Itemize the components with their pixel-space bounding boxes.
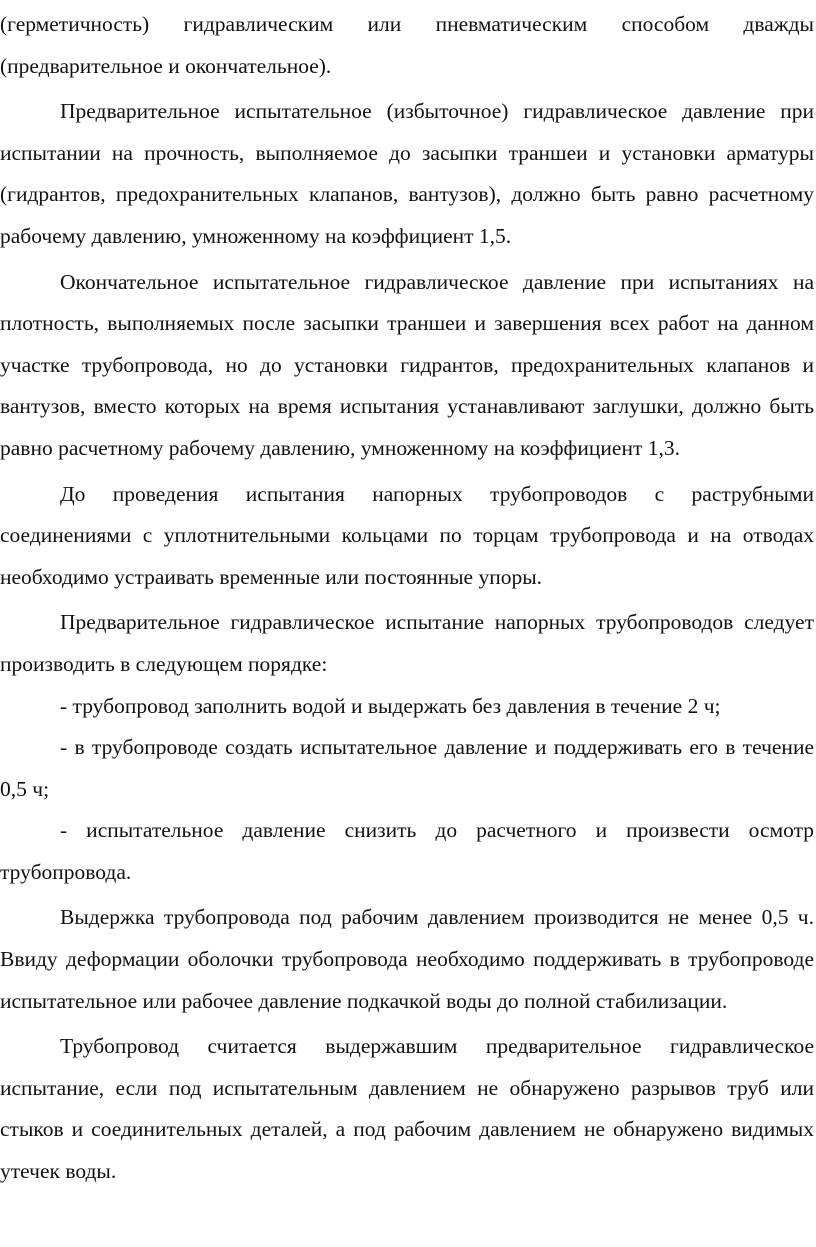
paragraph-acceptance: Трубопровод считается выдержавшим предварительное гидравлическое испытание, если под испытательным давлением не обнаружено разрывов труб или стыков и соединительных деталей, а под рабочим давлением не обнаружено видимых утечек воды.: [0, 1034, 814, 1184]
paragraph-supports: До проведения испытания напорных трубопроводов с раструбными соединениями с уплотнительными кольцами по торцам трубопровода и на отводах необходимо устраивать временные или постоянные упоры.: [0, 481, 814, 589]
paragraph-holding-time: Выдержка трубопровода под рабочим давлением производится не менее 0,5 ч. Ввиду деформации оболочки трубопровода необходимо поддерживать в трубопроводе испытательное или рабочее давление подкачкой воды до полной стабилизации.: [0, 905, 814, 1013]
paragraph-preliminary-pressure: Предварительное испытательное (избыточное) гидравлическое давление при испытании на прочность, выполняемое до засыпки траншеи и установки арматуры (гидрантов, предохранительных клапанов, вантузов), должно быть равно расчетному рабочему давлению, умноженному на коэффициент 1,5.: [0, 99, 814, 248]
paragraph-continuation: (герметичность) гидравлическим или пневматическим способом дважды (предварительное и окончательное).: [0, 12, 814, 78]
list-item-fill-water: - трубопровод заполнить водой и выдержать без давления в течение 2 ч;: [60, 693, 721, 718]
list-item-create-pressure: - в трубопроводе создать испытательное давление и поддерживать его в течение 0,5 ч;: [0, 735, 814, 801]
paragraph-procedure-intro: Предварительное гидравлическое испытание напорных трубопроводов следует производить в следующем порядке:: [0, 610, 814, 676]
list-item-reduce-pressure: - испытательное давление снизить до расчетного и произвести осмотр трубопровода.: [0, 818, 814, 884]
paragraph-final-pressure: Окончательное испытательное гидравлическое давление при испытаниях на плотность, выполняемых после засыпки траншеи и завершения всех работ на данном участке трубопровода, но до установки гидрантов, предохранительных клапанов и вантузов, вместо которых на время испытания устанавливают заглушки, должно быть равно расчетному рабочему давлению, умноженному на коэффициент 1,3.: [0, 269, 814, 460]
